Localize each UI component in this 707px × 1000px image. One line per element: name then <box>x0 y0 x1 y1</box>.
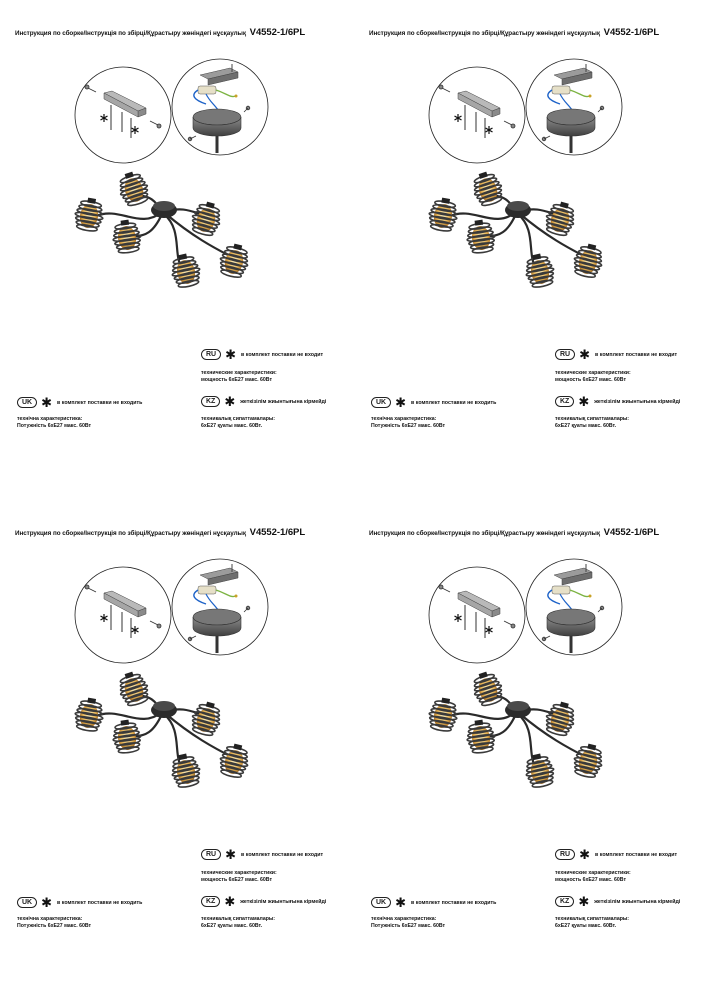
ru-note <box>201 349 323 360</box>
kz-note <box>201 396 326 407</box>
model-number: V4552-1/6PL <box>603 27 660 38</box>
kz-spec-value: 6хЕ27 қуаты макс. 60Вт. <box>555 422 617 429</box>
kz-badge: KZ <box>555 396 574 407</box>
chandelier-illustration <box>73 669 252 790</box>
kz-spec <box>555 916 629 929</box>
asterisk-icon: ✱ <box>41 895 53 910</box>
wiring-detail-circle <box>172 559 268 655</box>
uk-note <box>17 897 142 908</box>
kz-spec-label: техникалық сипаттамалары: <box>555 416 630 422</box>
ru-note-text: в комплект поставки не входит <box>595 851 678 858</box>
ru-note-text: в комплект поставки не входит <box>595 351 678 358</box>
kz-note-text: жеткізілім жиынтығына кірмейді <box>240 398 327 405</box>
kz-spec-label: техникалық сипаттамалары: <box>555 916 630 922</box>
model-number: V4552-1/6PL <box>603 527 660 538</box>
ru-note <box>555 849 677 860</box>
asterisk-icon: ✱ <box>224 394 236 409</box>
kz-spec-label: техникалық сипаттамалары: <box>201 916 276 922</box>
wiring-detail-circle <box>526 59 622 155</box>
ru-spec <box>555 370 631 383</box>
kz-note <box>201 896 326 907</box>
uk-spec-label: технічна характеристика: <box>371 416 437 422</box>
ru-note <box>201 849 323 860</box>
uk-spec-label: технічна характеристика: <box>371 916 437 922</box>
ru-spec-label: технические характеристики: <box>555 370 631 376</box>
ru-note-text: в комплект поставки не входит <box>241 851 324 858</box>
asterisk-icon: ✱ <box>579 847 591 862</box>
lamp-cage-icon <box>217 241 252 279</box>
asterisk-icon: ✱ <box>395 395 407 410</box>
kz-spec <box>201 916 275 929</box>
model-number: V4552-1/6PL <box>249 527 306 538</box>
instruction-sheet <box>354 0 707 500</box>
instruction-sheet <box>0 500 353 1000</box>
uk-spec <box>17 416 91 429</box>
lamp-cage-icon <box>169 251 203 289</box>
lamp-cage-icon <box>169 751 203 789</box>
uk-spec-value: Потужність 6хЕ27 макс. 60Вт <box>17 422 92 429</box>
asterisk-icon: ✱ <box>41 395 53 410</box>
ru-spec-label: технические характеристики: <box>201 370 277 376</box>
lamp-cage-icon <box>115 169 152 209</box>
uk-note <box>371 897 496 908</box>
uk-note-text: в комплект поставки не входить <box>57 399 143 406</box>
uk-spec-label: технічна характеристика: <box>17 916 83 922</box>
uk-spec <box>371 416 445 429</box>
kz-spec-value: 6хЕ27 қуаты макс. 60Вт. <box>201 422 263 429</box>
uk-badge: UK <box>17 397 37 408</box>
kz-note <box>555 896 680 907</box>
kz-note-text: жеткізілім жиынтығына кірмейді <box>240 898 327 905</box>
asterisk-icon: ✱ <box>579 347 591 362</box>
bracket-detail-circle <box>429 67 525 163</box>
uk-badge: UK <box>371 897 391 908</box>
asterisk-icon: ✱ <box>395 895 407 910</box>
ru-badge: RU <box>555 349 575 360</box>
lamp-cage-icon <box>523 251 557 289</box>
ru-spec-value: мощность 6хЕ27 макс. 60Вт <box>555 876 626 883</box>
ru-spec <box>201 370 277 383</box>
uk-note-text: в комплект поставки не входить <box>411 399 497 406</box>
ru-spec-value: мощность 6хЕ27 макс. 60Вт <box>555 376 626 383</box>
ru-badge: RU <box>201 349 221 360</box>
lamp-cage-icon <box>543 699 579 738</box>
title-text: Инструкция по сборке/Інструкція по збірці/Құрастыру жөніндегі нұсқаулық <box>15 530 246 537</box>
uk-spec-value: Потужність 6хЕ27 макс. 60Вт <box>371 922 446 929</box>
lamp-cage-icon <box>115 669 152 709</box>
kz-note <box>555 396 680 407</box>
ru-badge: RU <box>201 849 221 860</box>
title-text: Инструкция по сборке/Інструкція по збірці/Құрастыру жөніндегі нұсқаулық <box>369 30 600 37</box>
uk-spec <box>371 916 445 929</box>
kz-badge: KZ <box>201 896 220 907</box>
kz-badge: KZ <box>201 396 220 407</box>
kz-note-text: жеткізілім жиынтығына кірмейді <box>594 398 681 405</box>
asterisk-icon: ✱ <box>224 894 236 909</box>
model-number: V4552-1/6PL <box>249 27 306 38</box>
kz-spec <box>201 416 275 429</box>
asterisk-icon: ✱ <box>225 347 237 362</box>
lamp-cage-icon <box>571 741 606 779</box>
kz-spec-label: техникалық сипаттамалары: <box>201 416 276 422</box>
wiring-detail-circle <box>526 559 622 655</box>
lamp-cage-icon <box>189 199 225 238</box>
uk-note-text: в комплект поставки не входить <box>411 899 497 906</box>
wiring-detail-circle <box>172 59 268 155</box>
asterisk-icon: ✱ <box>225 847 237 862</box>
bracket-detail-circle <box>429 567 525 663</box>
uk-note <box>17 397 142 408</box>
bracket-detail-circle <box>75 67 171 163</box>
uk-spec-label: технічна характеристика: <box>17 416 83 422</box>
ru-spec-label: технические характеристики: <box>555 870 631 876</box>
ru-note-text: в комплект поставки не входит <box>241 351 324 358</box>
uk-spec-value: Потужність 6хЕ27 макс. 60Вт <box>371 422 446 429</box>
lamp-cage-icon <box>469 169 506 209</box>
kz-spec-value: 6хЕ27 қуаты макс. 60Вт. <box>201 922 263 929</box>
asterisk-icon: ✱ <box>578 894 590 909</box>
kz-spec-value: 6хЕ27 қуаты макс. 60Вт. <box>555 922 617 929</box>
kz-spec <box>555 416 629 429</box>
chandelier-illustration <box>427 669 606 790</box>
ru-spec <box>201 870 277 883</box>
chandelier-illustration <box>427 169 606 290</box>
uk-badge: UK <box>371 397 391 408</box>
instruction-sheet <box>0 0 353 500</box>
lamp-cage-icon <box>469 669 506 709</box>
lamp-cage-icon <box>543 199 579 238</box>
uk-note-text: в комплект поставки не входить <box>57 899 143 906</box>
ru-spec-value: мощность 6хЕ27 макс. 60Вт <box>201 376 272 383</box>
chandelier-illustration <box>73 169 252 290</box>
title-text: Инструкция по сборке/Інструкція по збірці/Құрастыру жөніндегі нұсқаулық <box>369 530 600 537</box>
uk-badge: UK <box>17 897 37 908</box>
instruction-sheet <box>354 500 707 1000</box>
ru-badge: RU <box>555 849 575 860</box>
bracket-detail-circle <box>75 567 171 663</box>
ru-spec-value: мощность 6хЕ27 макс. 60Вт <box>201 876 272 883</box>
lamp-cage-icon <box>217 741 252 779</box>
uk-spec-value: Потужність 6хЕ27 макс. 60Вт <box>17 922 92 929</box>
uk-note <box>371 397 496 408</box>
ru-note <box>555 349 677 360</box>
asterisk-icon: ✱ <box>578 394 590 409</box>
kz-badge: KZ <box>555 896 574 907</box>
ru-spec-label: технические характеристики: <box>201 870 277 876</box>
lamp-cage-icon <box>571 241 606 279</box>
lamp-cage-icon <box>523 751 557 789</box>
ru-spec <box>555 870 631 883</box>
kz-note-text: жеткізілім жиынтығына кірмейді <box>594 898 681 905</box>
lamp-cage-icon <box>189 699 225 738</box>
uk-spec <box>17 916 91 929</box>
title-text: Инструкция по сборке/Інструкція по збірці/Құрастыру жөніндегі нұсқаулық <box>15 30 246 37</box>
